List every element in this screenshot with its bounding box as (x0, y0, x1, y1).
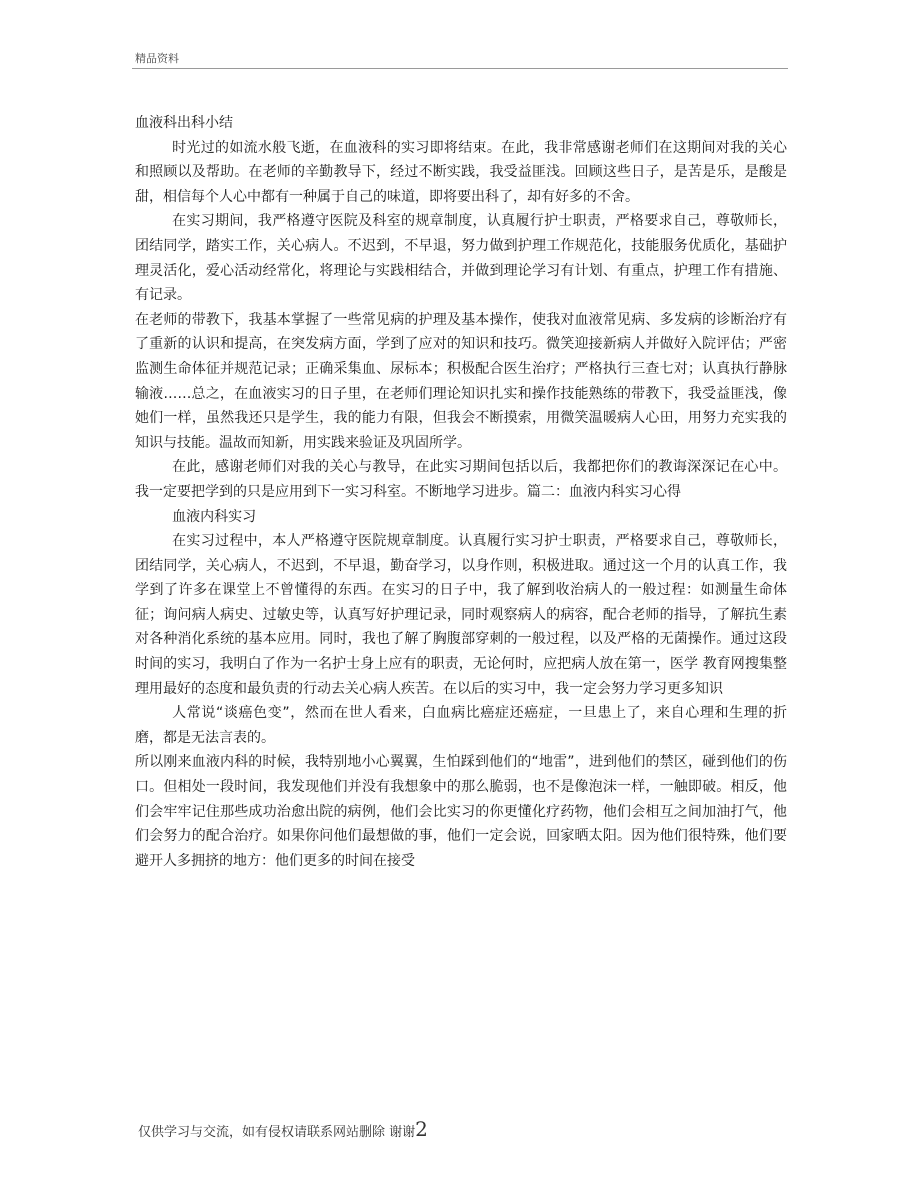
paragraph: 人常说“谈癌色变”，然而在世人看来，白血病比癌症还癌症，一旦患上了，来自心理和生理的折磨，都是无法言表的。 (135, 705, 787, 746)
paragraph: 在此，感谢老师们对我的关心与教导，在此实习期间包括以后，我都把你们的教诲深深记在心中。我一定要把学到的只是应用到下一实习科室。不断地学习进步。篇二：血液内科实习心得 (135, 459, 787, 500)
header-label: 精品资料 (135, 52, 179, 65)
paragraph: 在实习期间，我严格遵守医院及科室的规章制度，认真履行护士职责，严格要求自己，尊敬师长，团结同学，踏实工作，关心病人。不迟到，不早退，努力做到护理工作规范化，技能服务优质化，基础护理灵活化，爱心活动经常化，将理论与实践相结合，并做到理论学习有计划、有重点，护理工作有措施、有记录。 (135, 213, 787, 304)
paragraph: 所以刚来血液内科的时候，我特别地小心翼翼，生怕踩到他们的“地雷”，进到他们的禁区，碰到他们的伤口。但相处一段时间，我发现他们并没有我想象中的那么脆弱，也不是像泡沫一样，一触即破。相反，他们会牢牢记住那些成功治愈出院的病例，他们会比实习的你更懂化疗药物，他们会相互之间加油打气，他们会努力的配合治疗。如果你问他们最想做的事，他们一定会说，回家晒太阳。因为他们很特殊，他们要避开人多拥挤的地方：他们更多的时间在接受 (135, 754, 787, 869)
section-heading: 血液内科实习 (172, 508, 257, 525)
header-divider (132, 68, 788, 69)
document-title: 血液科出科小结 (135, 115, 233, 131)
paragraph: 在老师的带教下，我基本掌握了一些常见病的护理及基本操作，使我对血液常见病、多发病的诊断治疗有了重新的认识和提高，在突发病方面，学到了应对的知识和技巧。微笑迎接新病人并做好入院评估；严密监测生命体征并规范记录；正确采集血、尿标本；积极配合医生治疗；严格执行三查七对；认真执行静脉输液……总之，在血液实习的日子里，在老师们理论知识扎实和操作技能熟练的带教下，我受益匪浅，像她们一样，虽然我还只是学生，我的能力有限，但我会不断摸索，用微笑温暖病人心田，用努力充实我的知识与技能。温故而知新，用实践来验证及巩固所学。 (135, 311, 787, 451)
paragraph: 时光过的如流水般飞逝，在血液科的实习即将结束。在此，我非常感谢老师们在这期间对我的关心和照顾以及帮助。在老师的辛勤教导下，经过不断实践，我受益匪浅。回顾这些日子，是苦是乐，是酸是甜，相信每个人心中都有一种属于自己的味道，即将要出科了，却有好多的不舍。 (135, 139, 787, 205)
paragraph: 在实习过程中，本人严格遵守医院规章制度。认真履行实习护士职责，严格要求自己，尊敬师长，团结同学，关心病人，不迟到，不早退，勤奋学习，以身作则，积极进取。通过这一个月的认真工作，我学到了许多在课堂上不曾懂得的东西。在实习的日子中，我了解到收治病人的一般过程：如测量生命体征；询问病人病史、过敏史等，认真写好护理记录，同时观察病人的病容，配合老师的指导，了解抗生素对各种消化系统的基本应用。同时，我也了解了胸腹部穿刺的一般过程，以及严格的无菌操作。通过这段时间的实习，我明白了作为一名护士身上应有的职责，无论何时，应把病人放在第一，医学 教育网搜集整理用最好的态度和最负责的行动去关心病人疾苦。在以后的实习中，我一定会努力学习更多知识 (135, 533, 787, 697)
footer-text: 仅供学习与交流，如有侵权请联系网站删除 谢谢 (138, 1125, 416, 1140)
footer (138, 1117, 428, 1141)
page-number: 2 (415, 1117, 428, 1141)
document-body (135, 111, 787, 873)
